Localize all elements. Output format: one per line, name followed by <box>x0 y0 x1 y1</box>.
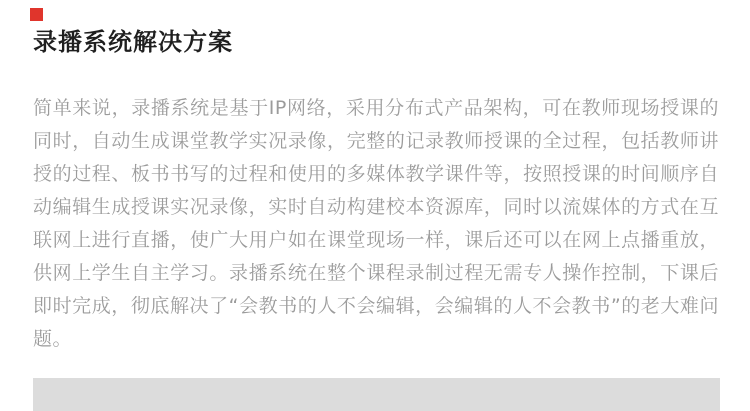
red-square-marker <box>30 8 43 21</box>
bottom-bar <box>33 378 720 411</box>
body-paragraph: 简单来说，录播系统是基于IP网络，采用分布式产品架构，可在教师现场授课的同时，自动生成课堂教学实况录像，完整的记录教师授课的全过程，包括教师讲授的过程、板书书写的过程和使用的多媒体教学课件等，按照授课的时间顺序自动编辑生成授课实况录像，实时自动构建校本资源库，同时以流媒体的方式在互联网上进行直播，使广大用户如在课堂现场一样，课后还可以在网上点播重放，供网上学生自主学习。录播系统在整个课程录制过程无需专人操作控制，下课后即时完成，彻底解决了“会教书的人不会编辑，会编辑的人不会教书”的老大难问题。 <box>33 97 719 350</box>
page-title: 录播系统解决方案 <box>33 28 233 56</box>
